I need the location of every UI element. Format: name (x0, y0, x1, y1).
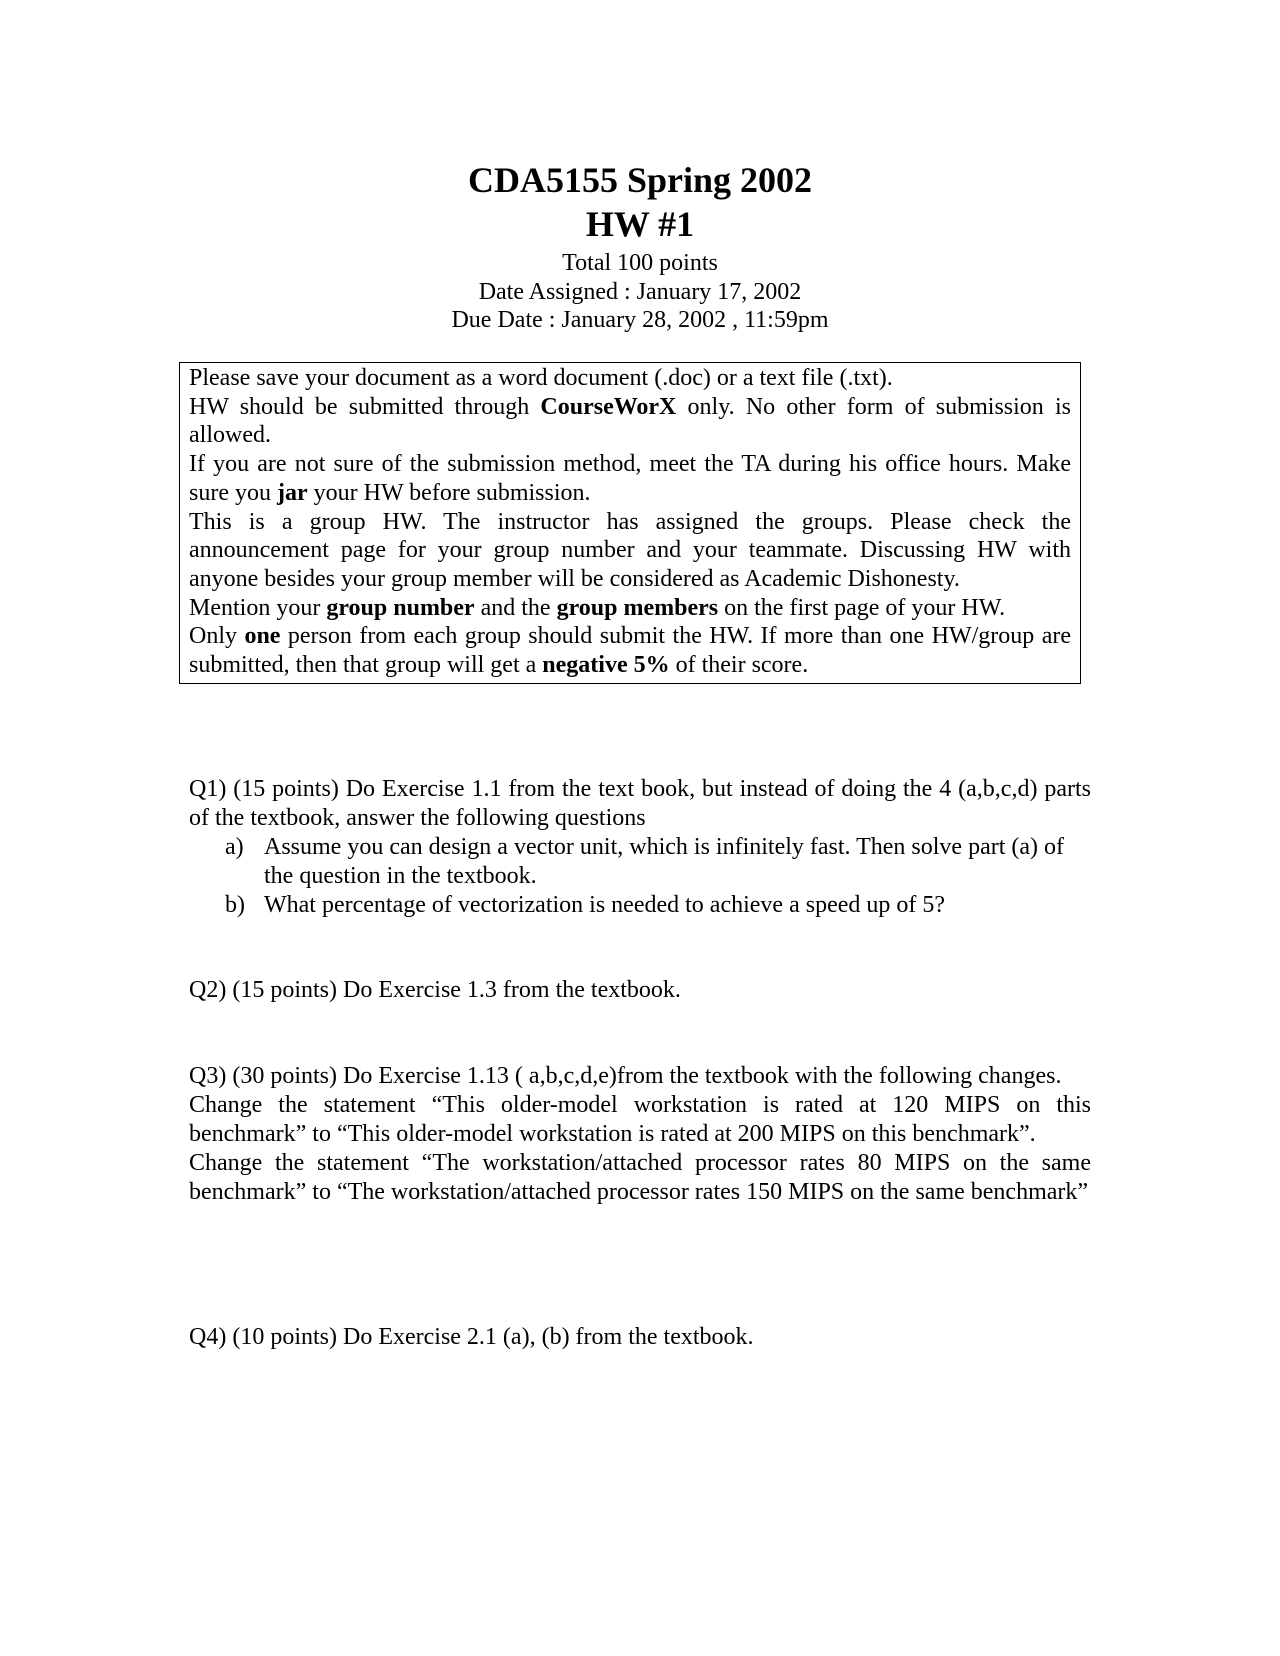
question-4 (189, 1323, 1091, 1352)
notice-text: This is a group HW. The instructor has assigned the groups. Please check the announcement page for your group number and your teammate. Discussing HW with anyone besides your group member will be considered as Academic Dishonesty. (189, 508, 1071, 592)
question-1 (189, 775, 1091, 920)
list-item (189, 891, 1091, 920)
notice-text: HW should be submitted through (189, 393, 541, 420)
notice-line-submission (189, 393, 1071, 450)
notice-text: If you are not sure of the submission method, meet the TA during his office hours. Make sure you (189, 451, 1071, 506)
assignment-title: HW #1 (585, 204, 695, 244)
penalty-emphasis: negative 5% (542, 652, 670, 679)
question-3-change-1: Change the statement “This older-model workstation is rated at 120 MIPS on this benchmark” to “This older-model workstation is rated at 200 MIPS on this benchmark”. (189, 1092, 1091, 1147)
notice-line-mention (189, 594, 1071, 623)
coursework-name: CourseWorX (540, 393, 677, 420)
question-2-text: Q2) (15 points) Do Exercise 1.3 from the textbook. (189, 977, 681, 1003)
notice-line-method (189, 450, 1071, 507)
notice-line-group (189, 508, 1071, 594)
list-marker: b) (225, 892, 245, 918)
notice-text: your HW before submission. (307, 479, 591, 506)
submission-notice-box (179, 362, 1081, 684)
group-number-emphasis: group number (326, 594, 475, 621)
question-2 (189, 976, 1091, 1005)
total-points: Total 100 points (562, 250, 718, 276)
one-emphasis: one (244, 623, 281, 650)
question-1-parts (189, 833, 1091, 920)
date-assigned: Date Assigned : January 17, 2002 (478, 278, 802, 305)
list-marker: a) (225, 834, 244, 860)
question-3 (189, 1062, 1091, 1207)
notice-text: Mention your (189, 594, 327, 621)
notice-text: on the first page of your HW. (718, 594, 1006, 621)
course-title: CDA5155 Spring 2002 (467, 160, 813, 200)
jar-emphasis: jar (276, 479, 308, 506)
notice-text: of their score. (669, 652, 809, 679)
notice-line-format (189, 364, 1071, 393)
group-members-emphasis: group members (556, 594, 719, 621)
due-date: Due Date : January 28, 2002 , 11:59pm (451, 307, 829, 333)
notice-line-penalty (189, 622, 1071, 679)
list-item (189, 833, 1091, 891)
notice-text: and the (474, 594, 557, 621)
document-header (0, 158, 1280, 335)
question-4-text: Q4) (10 points) Do Exercise 2.1 (a), (b) from the textbook. (189, 1324, 754, 1350)
question-1-text: Q1) (15 points) Do Exercise 1.1 from the text book, but instead of doing the 4 (a,b,c,d) parts of the textbook, answer the following questions (189, 776, 1091, 831)
notice-format-text: Please save your document as a word document (.doc) or a text file (.txt). (189, 365, 893, 391)
question-3-text: Q3) (30 points) Do Exercise 1.13 ( a,b,c,d,e)from the textbook with the following changes. (189, 1063, 1062, 1089)
list-item-text: What percentage of vectorization is needed to achieve a speed up of 5? (264, 892, 946, 918)
question-3-change-2: Change the statement “The workstation/attached processor rates 80 MIPS on the same benchmark” to “The workstation/attached processor rates 150 MIPS on the same benchmark” (189, 1150, 1091, 1205)
notice-text: person from each group should submit the HW. If more than one HW/group are submitted, then that group will get a (189, 623, 1072, 679)
list-item-text: Assume you can design a vector unit, which is infinitely fast. Then solve part (a) of the question in the textbook. (264, 834, 1065, 889)
notice-text: only. No other form of submission is allowed. (189, 393, 1071, 449)
notice-text: Only (189, 623, 245, 650)
